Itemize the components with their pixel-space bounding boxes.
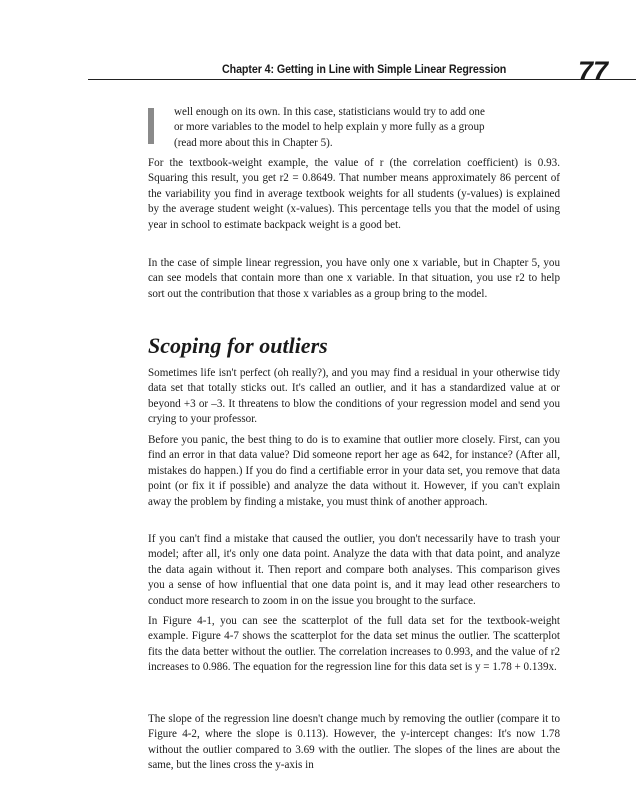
paragraph-text: If you can't find a mistake that caused the outlier, you don't necessarily have to trash your model; after all, it's only one data point. Analyze the data with that data point, and analyze the data again without it. Then report and compare both analyses. This comparison gives you a sense of how influential that one data point is, and it may lead other researchers to conduct more research to zoom in on the issue you brought to the surface. <box>148 533 560 607</box>
note-line: (read more about this in Chapter 5). <box>174 136 333 149</box>
note-line: or more variables to the model to help explain y more fully as a group <box>174 121 485 134</box>
paragraph-slope-comparison <box>148 712 560 774</box>
page-number: 77 <box>578 56 609 86</box>
paragraph-text: Sometimes life isn't perfect (oh really?), and you may find a residual in your otherwise tidy data set that totally sticks out. It's called an outlier, and it has a standardized value at or beyond +3 or –3. It threatens to blow the conditions of your regression model and send you crying to your professor. <box>148 367 560 426</box>
paragraph-examine-outlier <box>148 433 560 510</box>
note-bar <box>148 108 154 144</box>
paragraph-outlier-definition <box>148 366 560 428</box>
paragraph-multiple-variables <box>148 256 560 302</box>
header-rule <box>220 79 636 80</box>
section-title: Scoping for outliers <box>148 333 328 358</box>
header-rule-left <box>88 79 220 80</box>
chapter-title: Chapter 4: Getting in Line with Simple Linear Regression <box>222 64 507 76</box>
paragraph-figure-reference <box>148 614 560 676</box>
note-text <box>174 105 554 151</box>
paragraph-text: Before you panic, the best thing to do is to examine that outlier more closely. First, can you find an error in that data value? Did someone report her age as 642, for instance? (After all, mistakes do happen.) If you do find a certifiable error in your data set, you remove that data point (or fix it if possible) and analyze the data without it. However, if you can't explain away the problem by finding a mistake, you must think of another approach. <box>148 434 560 508</box>
note-line: well enough on its own. In this case, statisticians would try to add one <box>174 106 485 118</box>
paragraph-correlation <box>148 156 560 233</box>
paragraph-text: In Figure 4-1, you can see the scatterplot of the full data set for the textbook-weight example. Figure 4-7 shows the scatterplot for the data set minus the outlier. The scatterplot fits the data better without the outlier. The correlation increases to 0.993, and the value of r2 increases to 0.986. The equation for the regression line for this data set is y = 1.78 + 0.139x. <box>148 615 560 674</box>
running-header <box>88 56 608 86</box>
paragraph-text: The slope of the regression line doesn't change much by removing the outlier (compare it to Figure 4-2, where the slope is 0.113). However, the y-intercept changes: It's now 1.78 without the outlier compared to 3.69 with the outlier. The slopes of the lines are about the same, but the lines cross the y-axis in <box>148 713 560 772</box>
paragraph-text: In the case of simple linear regression, you have only one x variable, but in Chapter 5, you can see models that contain more than one x variable. In that situation, you use r2 to help sort out the contribution that those x variables as a group bring to the model. <box>148 257 560 300</box>
paragraph-text: For the textbook-weight example, the value of r (the correlation coefficient) is 0.93. Squaring this result, you get r2 = 0.8649. That number means approximately 86 percent of the variability you find in average textbook weights for all students (y-values) is explained by the average student weight (x-values). This percentage tells you that the model of using year in school to estimate backpack weight is a good bet. <box>148 157 560 231</box>
paragraph-compare-analyses <box>148 532 560 609</box>
